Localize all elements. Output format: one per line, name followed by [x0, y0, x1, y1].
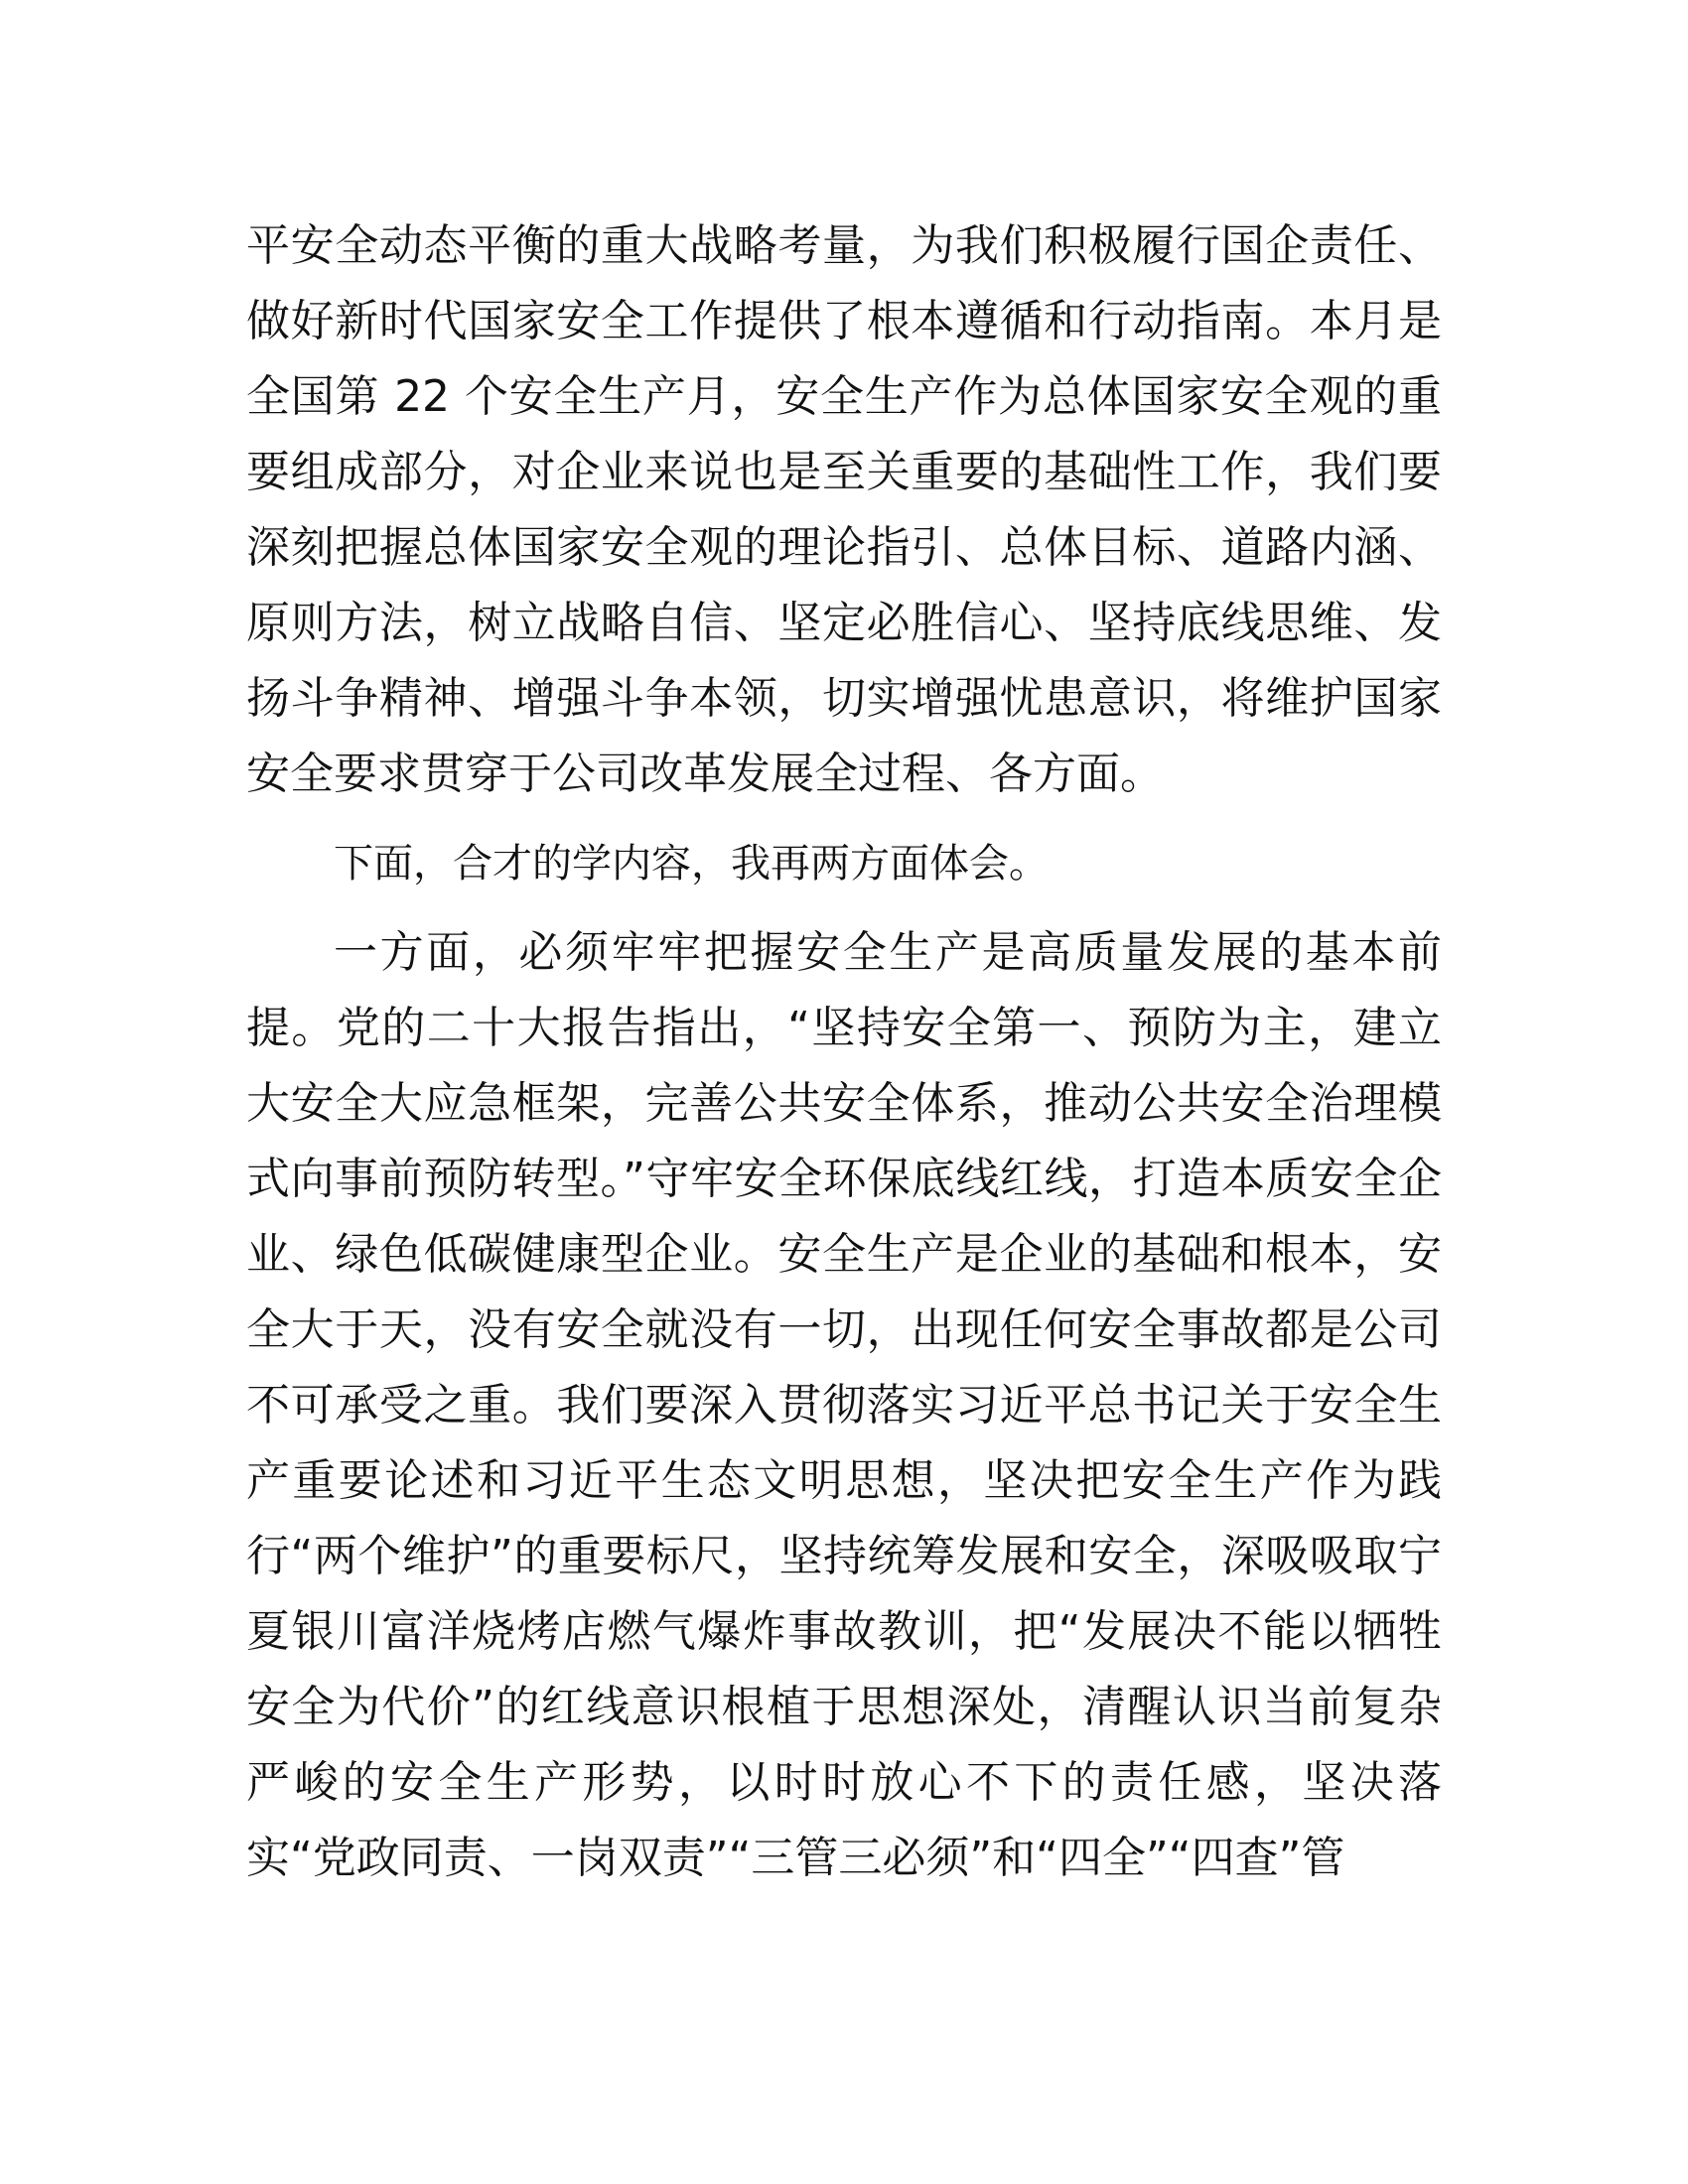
paragraph-intro: 下面，合才的学内容，我再两方面体会。: [334, 841, 1049, 887]
document-body: [246, 208, 1442, 1896]
paragraph-first-aspect: 一方面，必须牢牢把握安全生产是高质量发展的基本前提。党的二十大报告指出，“坚持安全第一、预防为主，建立大安全大应急框架，完善公共安全体系，推动公共安全治理模式向事前预防转型。”守牢安全环保底线红线，打造本质安全企业、绿色低碳健康型企业。安全生产是企业的基础和根本，安全大于天，没有安全就没有一切，出现任何安全事故都是公司不可承受之重。我们要深入贯彻落实习近平总书记关于安全生产重要论述和习近平生态文明思想，坚决把安全生产作为践行“两个维护”的重要标尺，坚持统筹发展和安全，深吸吸取宁夏银川富洋烧烤店燃气爆炸事故教训，把“发展决不能以牺牲安全为代价”的红线意识根植于思想深处，清醒认识当前复杂严峻的安全生产形势，以时时放心不下的责任感，坚决落实“党政同责、一岗双责”“三管三必须”和“四全”“四查”管: [246, 927, 1442, 1883]
paragraph-continuation: 平安全动态平衡的重大战略考量，为我们积极履行国企责任、做好新时代国家安全工作提供了根本遵循和行动指南。本月是全国第 22 个安全生产月，安全生产作为总体国家安全观的重要组成部分，对企业来说也是至关重要的基础性工作，我们要深刻把握总体国家安全观的理论指引、总体目标、道路内涵、原则方法，树立战略自信、坚定必胜信心、坚持底线思维、发扬斗争精神、增强斗争本领，切实增强忧患意识，将维护国家安全要求贯穿于公司改革发展全过程、各方面。: [246, 220, 1442, 799]
